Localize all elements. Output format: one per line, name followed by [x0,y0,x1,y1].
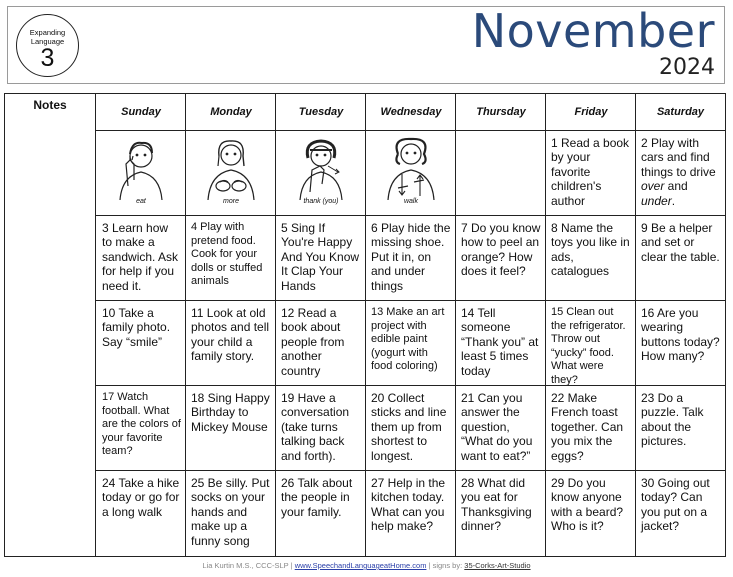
calendar-header [7,6,725,84]
day-cell-29: 29 Do you know anyone with a beard? Who is it? [551,476,624,534]
day-header-thursday: Thursday [476,106,526,118]
notes-column [4,93,96,557]
sign-caption-thank-you: thank (you) [303,198,339,205]
sign-thank-you [284,136,358,212]
day-cell-23: 23 Do a puzzle. Talk about the pictures. [641,391,704,449]
footer-separator: | [290,561,293,570]
day-cell-27: 27 Help in the kitchen today. What can you help make? [371,476,446,534]
day-cell-6: 6 Play hide the missing shoe. Put it in, on and under things [371,221,451,293]
expanding-language-logo [16,14,79,77]
day-cell-15: 15 Clean out the refrigerator. Throw out “yucky” food. What were they? [551,306,626,385]
day-cell-19: 19 Have a conversation (take turns talking back and forth). [281,391,350,463]
footer-signs-by: signs by: [432,561,463,570]
sign-walk-icon [374,136,448,202]
day-2-end: . [671,193,676,208]
day-cell-20: 20 Collect sticks and line them up from shortest to longest. [371,391,447,463]
year-title: 2024 [659,55,715,80]
footer [0,561,733,570]
day-cell-22: 22 Make French toast together. Can you mix the eggs? [551,391,624,463]
day-cell-8: 8 Name the toys you like in ads, catalogues [551,221,630,279]
logo-number: 3 [40,44,55,72]
day-cell-17: 17 Watch football. What are the colors of your favorite team? [102,391,181,457]
footer-separator: | [428,561,431,570]
footer-studio-link[interactable]: 35-Corks-Art-Studio [464,561,531,570]
day-2-over: over [641,179,665,194]
day-header-friday: Friday [574,106,608,118]
day-cell-25: 25 Be silly. Put socks on your hands and make up a funny song [191,476,270,548]
day-cell-12: 12 Read a book about people from another country [281,306,345,378]
day-cell-3: 3 Learn how to make a sandwich. Ask for help if you need it. [102,221,179,293]
day-cell-13: 13 Make an art project with edible paint (yogurt with food coloring) [371,306,445,372]
day-2-and: and [664,179,688,194]
day-header-monday: Monday [210,106,252,118]
day-header-wednesday: Wednesday [380,106,442,118]
day-header-tuesday: Tuesday [298,106,344,118]
day-cell-21: 21 Can you answer the question, “What do you want to eat?” [461,391,533,463]
footer-author: Lia Kurtin M.S., CCC-SLP [202,561,289,570]
day-cell-26: 26 Talk about the people in your family. [281,476,353,519]
day-cell-24: 24 Take a hike today or go for a long walk [102,476,180,519]
sign-walk [374,136,448,212]
month-title: November [471,4,715,58]
day-cell-7: 7 Do you know how to peel an orange? How does it feel? [461,221,541,279]
sign-thank-you-icon [284,136,358,202]
day-cell-28: 28 What did you eat for Thanksgiving dinner? [461,476,532,534]
day-cell-2 [635,130,725,215]
sign-caption-eat: eat [136,198,146,205]
day-cell-16: 16 Are you wearing buttons today? How many? [641,306,720,364]
sign-caption-more: more [223,198,239,205]
sign-more-icon [194,136,268,202]
day-cell-9: 9 Be a helper and set or clear the table. [641,221,720,264]
footer-website-link[interactable]: www.SpeechandLanguageatHome.com [294,561,427,570]
day-cell-10: 10 Take a family photo. Say “smile” [102,306,171,349]
calendar-grid [95,93,726,557]
day-cell-11: 11 Look at old photos and tell your child a family story. [191,306,270,364]
notes-label: Notes [33,98,67,112]
day-cell-1: 1 Read a book by your favorite children's author [551,136,630,208]
day-cell-18: 18 Sing Happy Birthday to Mickey Mouse [191,391,270,434]
day-header-saturday: Saturday [656,106,705,118]
sign-more [194,136,268,212]
day-cell-14: 14 Tell someone “Thank you” at least 5 times today [461,306,539,378]
sign-caption-walk: walk [403,198,418,205]
logo-line1: Expanding [29,28,66,37]
logo-line2: Language [30,37,65,46]
day-header-sunday: Sunday [121,106,161,118]
day-cell-30: 30 Going out today? Can you put on a jacket? [641,476,710,534]
sign-eat-icon [104,136,178,202]
day-2-under: under [641,193,672,208]
sign-eat [104,136,178,212]
day-cell-4: 4 Play with pretend food. Cook for your dolls or stuffed animals [191,221,263,287]
day-2-text: 2 Play with cars and find things to drive [641,136,716,179]
day-cell-5: 5 Sing If You're Happy And You Know It Clap Your Hands [281,221,360,293]
